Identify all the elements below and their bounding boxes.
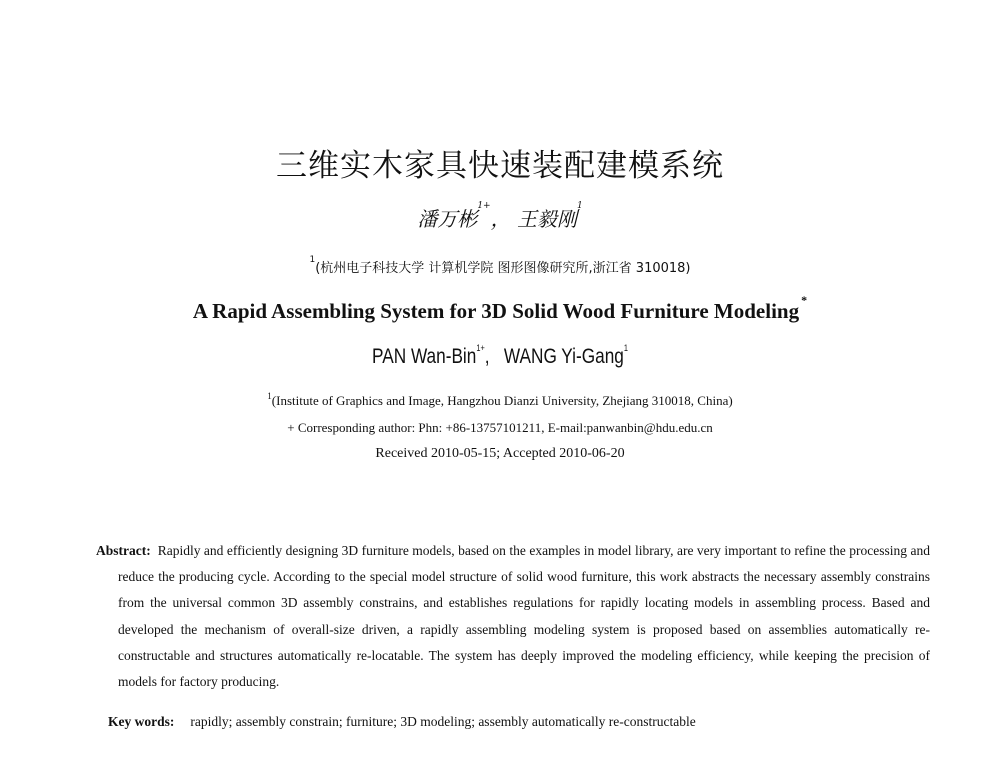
author-1-cn: 潘万彬 <box>417 207 478 231</box>
affiliation-en-mark: 1 <box>267 391 272 401</box>
abstract-paragraph <box>96 538 930 695</box>
title-en-text: A Rapid Assembling System for 3D Solid Wood Furniture Modeling <box>192 299 800 323</box>
author-1-cn-mark: 1+ <box>477 201 491 211</box>
authors-english <box>90 345 910 369</box>
affiliation-english <box>0 393 1000 409</box>
affiliation-en-text: (Institute of Graphics and Image, Hangzhou Dianzi University, Zhejiang 310018, China) <box>271 393 733 408</box>
affiliation-chinese <box>0 257 1000 276</box>
author-separator-cn: ， <box>490 207 511 231</box>
title-footnote-mark: * <box>801 293 808 307</box>
author-2-en-mark: 1 <box>623 343 628 353</box>
keywords-line <box>108 714 696 730</box>
affiliation-cn-mark: 1 <box>309 255 316 265</box>
received-accepted-dates: Received 2010-05-15; Accepted 2010-06-20 <box>375 446 625 461</box>
keywords-label: Key words: <box>108 714 175 729</box>
affiliation-cn-text: (杭州电子科技大学 计算机学院 图形图像研究所,浙江省 310018) <box>315 261 691 276</box>
author-2-cn: 王毅刚 <box>516 207 577 231</box>
author-1-en: PAN Wan-Bin <box>372 345 477 368</box>
keywords-text: rapidly; assembly constrain; furniture; 3D modeling; assembly automatically re-constructable <box>190 714 696 729</box>
author-2-cn-mark: 1 <box>576 201 583 211</box>
author-2-en: WANG Yi-Gang <box>503 345 624 368</box>
authors-chinese <box>0 203 1000 232</box>
author-separator-en: , <box>484 345 490 368</box>
abstract-label: Abstract: <box>96 543 151 558</box>
title-english <box>0 293 1000 324</box>
author-1-en-mark: 1+ <box>476 343 485 353</box>
abstract-text: Rapidly and efficiently designing 3D furniture models, based on the examples in model library, are very important to refine the processing and reduce the producing cycle. According to the special model structure of solid wood furniture, this work abstracts the necessary assembly constrains from the universal common 3D assembly constrains, and establishes regulations for rapidly locating models in assembling process. Based and developed the mechanism of overall-size driven, a rapidly assembling modeling system is proposed based on assemblies automatically re-constructable and structures automatically re-locatable. The system has deeply improved the modeling efficiency, while keeping the precision of models for factory producing. <box>118 543 930 690</box>
corresponding-author: + Corresponding author: Phn: +86-13757101211, E-mail:panwanbin@hdu.edu.cn <box>287 420 713 435</box>
title-chinese: 三维实木家具快速装配建模系统 <box>276 148 724 184</box>
